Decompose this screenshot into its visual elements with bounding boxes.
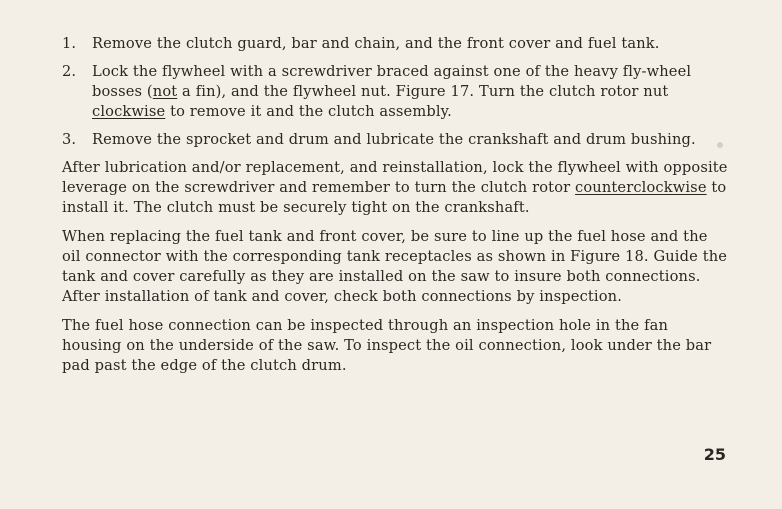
- page-content: [62, 34, 728, 385]
- step-2: [62, 62, 728, 122]
- step-number: 3.: [62, 131, 77, 148]
- underlined-word-clockwise: clockwise: [92, 103, 166, 120]
- step-number: 1.: [62, 35, 77, 52]
- page-number: 25: [703, 445, 726, 464]
- paragraph-reinstallation: [62, 158, 728, 218]
- step-1: [62, 34, 728, 54]
- paragraph-text-part: to install it. The clutch must be securely tight on the crankshaft.: [62, 179, 727, 216]
- step-text: Remove the sprocket and drum and lubricate the crankshaft and drum bushing.: [92, 131, 696, 148]
- step-text: Remove the clutch guard, bar and chain, and the front cover and fuel tank.: [92, 35, 660, 52]
- paragraph-inspection: The fuel hose connection can be inspected through an inspection hole in the fan housing on the underside of the saw. To inspect the oil connection, look under the bar pad past the edge of the clutch drum.: [62, 317, 712, 374]
- step-text-part: a fin), and the flywheel nut. Figure 17. Turn the clutch rotor nut: [177, 83, 669, 100]
- step-text-part: Lock the flywheel with a screwdriver braced against one of the heavy fly-wheel bosses (: [92, 63, 692, 100]
- paragraph-text-part: After lubrication and/or replacement, and reinstallation, lock the flywheel with opposite leverage on the screwdriver and remember to turn the clutch rotor: [62, 159, 728, 196]
- underlined-word-not: not: [152, 83, 178, 100]
- step-3: [62, 130, 728, 150]
- instruction-steps: [62, 34, 728, 150]
- underlined-word-counterclockwise: counterclockwise: [575, 179, 707, 196]
- step-number: 2.: [62, 63, 77, 80]
- paragraph-fuel-tank: When replacing the fuel tank and front cover, be sure to line up the fuel hose and the oil connector with the corresponding tank receptacles as shown in Figure 18. Guide the tank and cover carefully as they are installed on the saw to insure both connections. After installation of tank and cover, check both connections by inspection.: [62, 228, 728, 305]
- step-text-part: to remove it and the clutch assembly.: [165, 103, 452, 120]
- step-text: [92, 63, 691, 120]
